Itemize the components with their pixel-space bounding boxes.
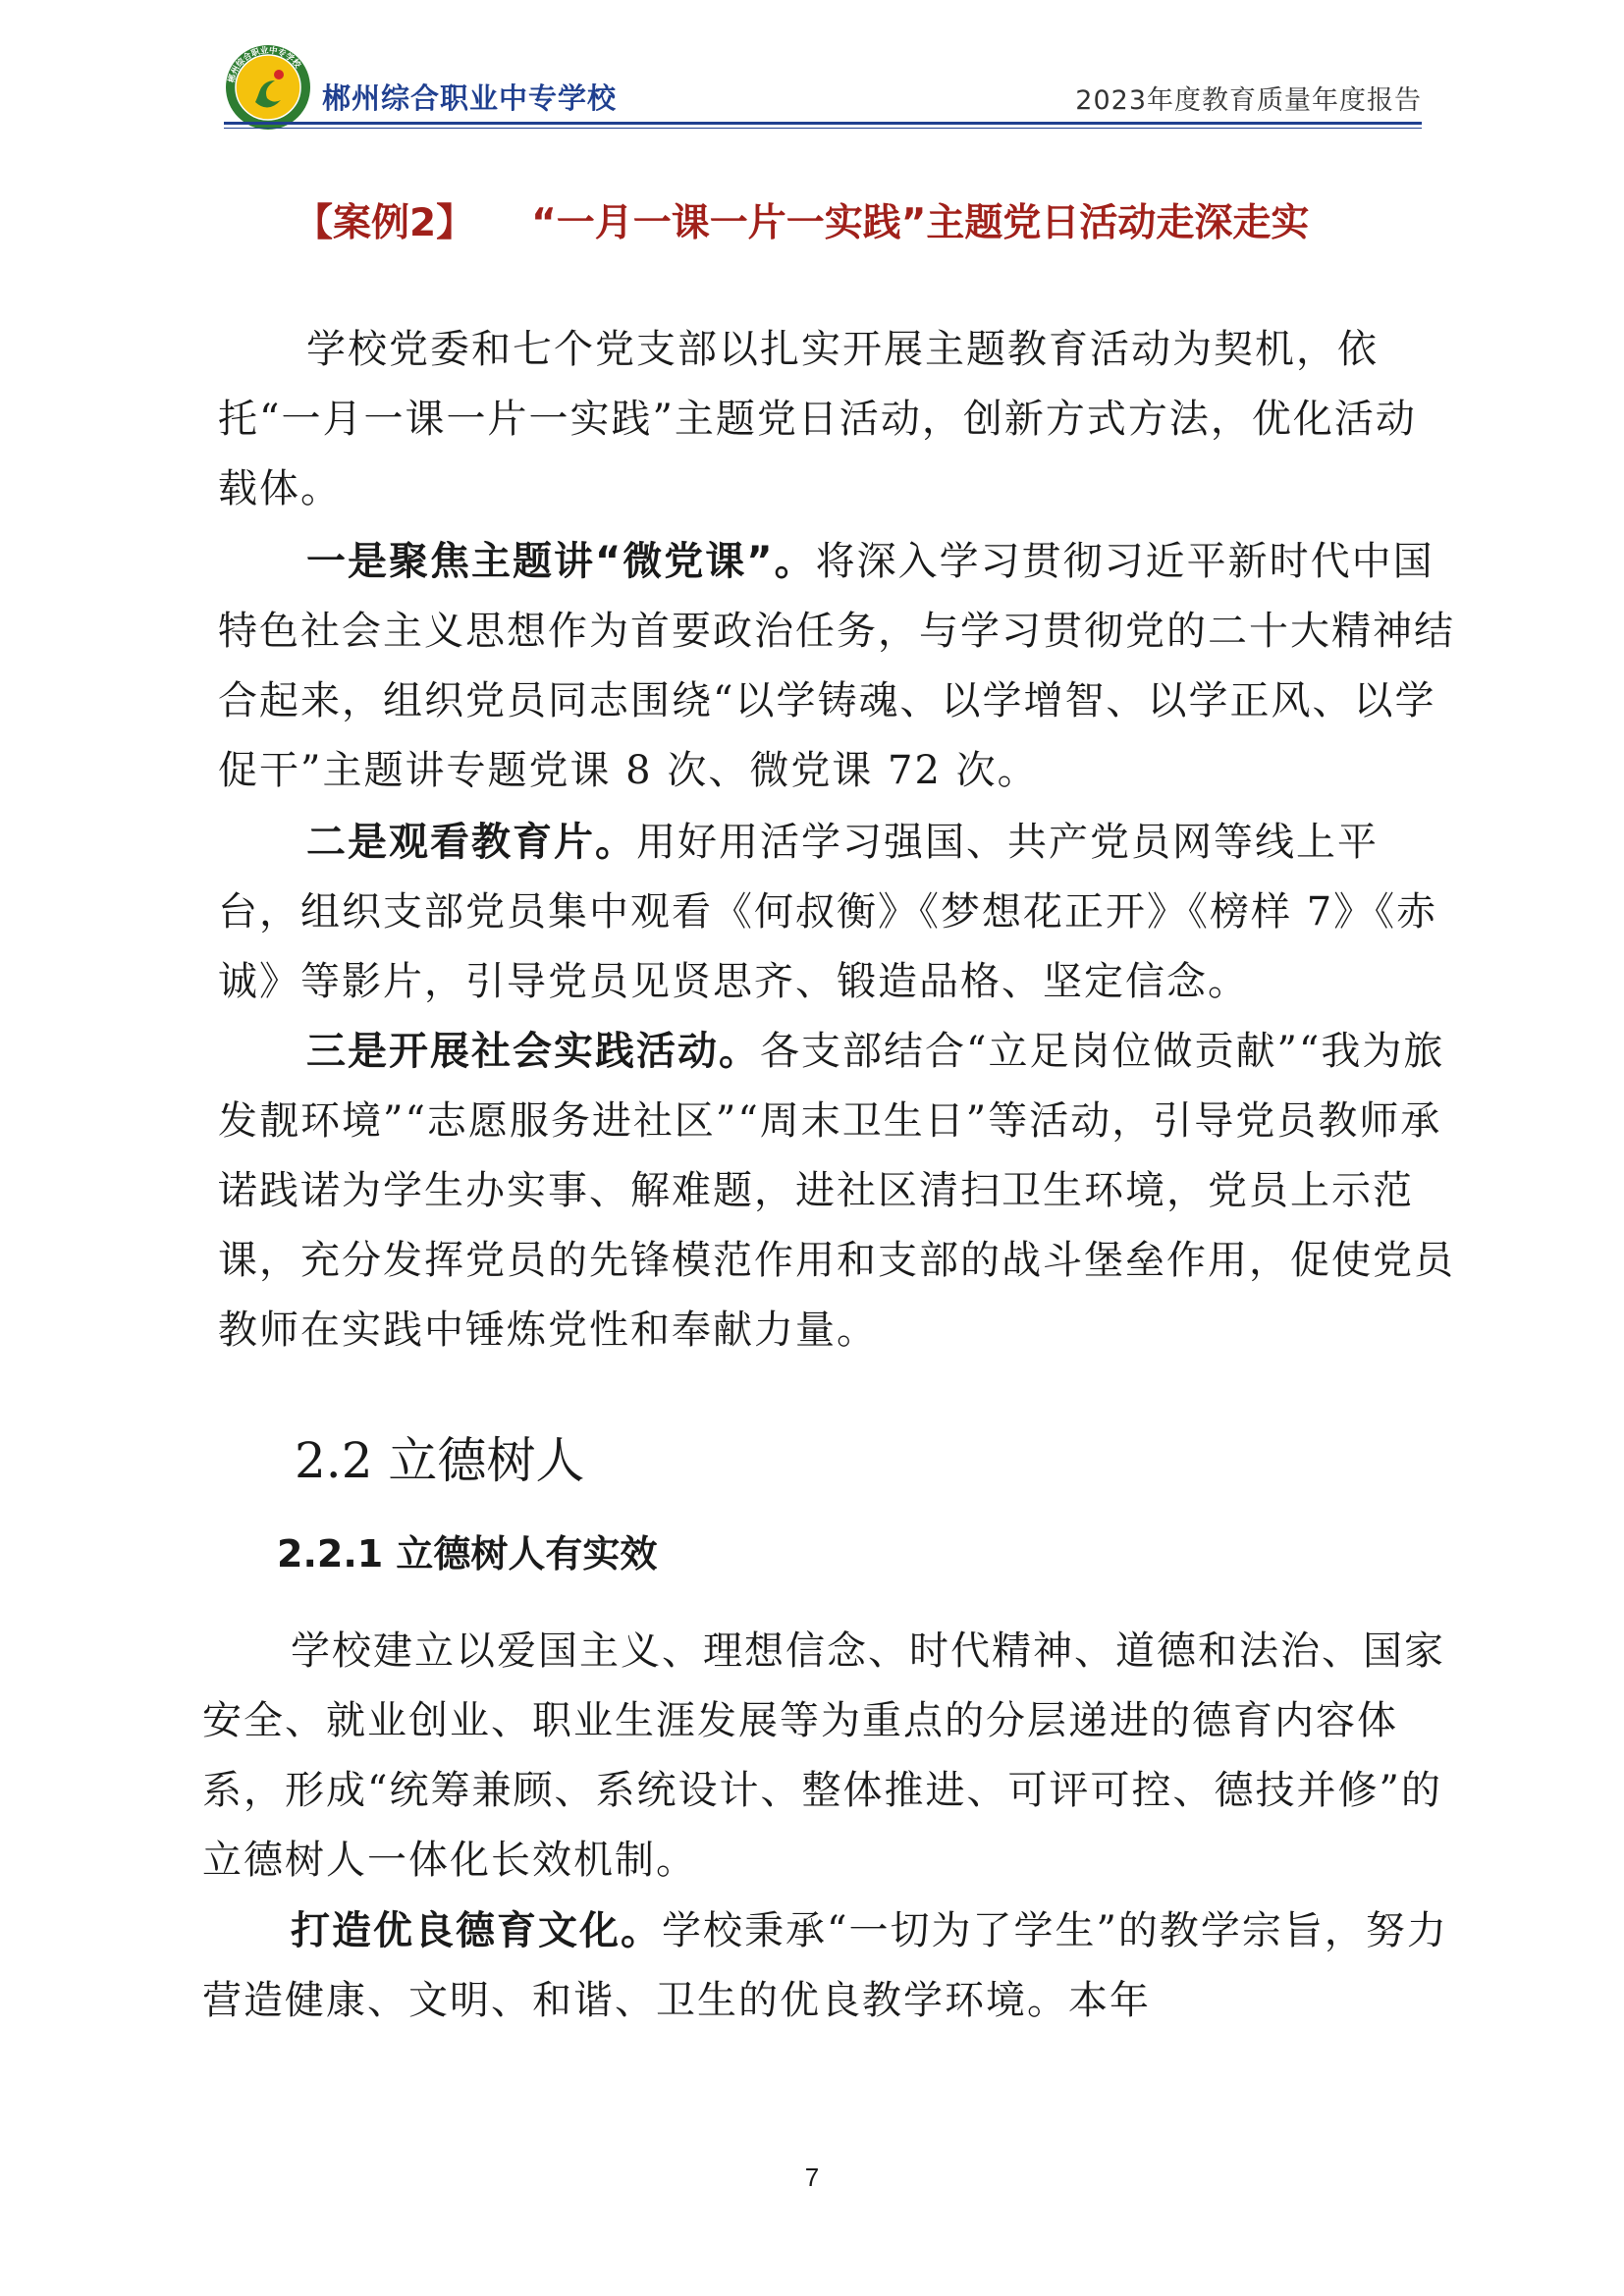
paragraph-body: 将深入学习贯彻习近平新时代中国特色社会主义思想作为首要政治任务，与学习贯彻党的二十大精神结合起来，组织党员同志围绕“以学铸魂、以学增智、以学正风、以学促干”主题讲专题党课 8 次、微党课 72 次。	[218, 539, 1455, 793]
paragraph-body: 各支部结合“立足岗位做贡献”“我为旅发靓环境”“志愿服务进社区”“周末卫生日”等活动，引导党员教师承诺践诺为学生办实事、解难题，进社区清扫卫生环境，党员上示范课，充分发挥党员的先锋模范作用和支部的战斗堡垒作用，促使党员教师在实践中锤炼党性和奉献力量。	[218, 1029, 1455, 1353]
paragraph-lead: 二是观看教育片。	[306, 820, 636, 865]
school-logo	[224, 43, 312, 132]
case-title: “一月一课一片一实践”主题党日活动走深走实	[531, 201, 1310, 245]
page-header	[224, 43, 1422, 128]
subsection-heading: 2.2.1 立德树人有实效	[277, 1532, 658, 1575]
case-label: 【案例2】	[295, 201, 475, 245]
paragraph-moral-culture	[202, 1896, 1459, 2036]
case-heading	[295, 192, 1309, 247]
paragraph-education-film	[218, 808, 1455, 1017]
page-number: 7	[804, 2163, 820, 2192]
section-heading: 2.2 立德树人	[295, 1432, 585, 1489]
header-divider	[224, 122, 1422, 125]
paragraph-lead: 三是开展社会实践活动。	[306, 1029, 760, 1074]
paragraph-body: 用好用活学习强国、共产党员网等线上平台，组织支部党员集中观看《何叔衡》《梦想花正开》《榜样 7》《赤诚》等影片，引导党员见贤思齐、锻造品格、坚定信念。	[218, 820, 1438, 1004]
report-title: 2023年度教育质量年度报告	[1075, 85, 1422, 116]
paragraph-lead: 一是聚焦主题讲“微党课”。	[306, 539, 816, 584]
logo-ring-text: 郴州综合职业中专学校	[227, 45, 302, 84]
paragraph-micro-lesson	[218, 527, 1455, 806]
intro-paragraph: 学校党委和七个党支部以扎实开展主题教育活动为契机，依托“一月一课一片一实践”主题党日活动，创新方式方法，优化活动载体。	[218, 327, 1417, 511]
school-name: 郴州综合职业中专学校	[322, 81, 618, 115]
paragraph-body: 学校秉承“一切为了学生”的教学宗旨，努力营造健康、文明、和谐、卫生的优良教学环境。本年	[202, 1908, 1448, 2023]
paragraph-social-practice	[218, 1017, 1455, 1365]
paragraph-moral-system: 学校建立以爱国主义、理想信念、时代精神、道德和法治、国家安全、就业创业、职业生涯发展等为重点的分层递进的德育内容体系，形成“统筹兼顾、系统设计、整体推进、可评可控、德技并修”的立德树人一体化长效机制。	[202, 1629, 1445, 1883]
paragraph-lead: 打造优良德育文化。	[291, 1908, 662, 1953]
header-divider-thin	[224, 128, 1422, 129]
